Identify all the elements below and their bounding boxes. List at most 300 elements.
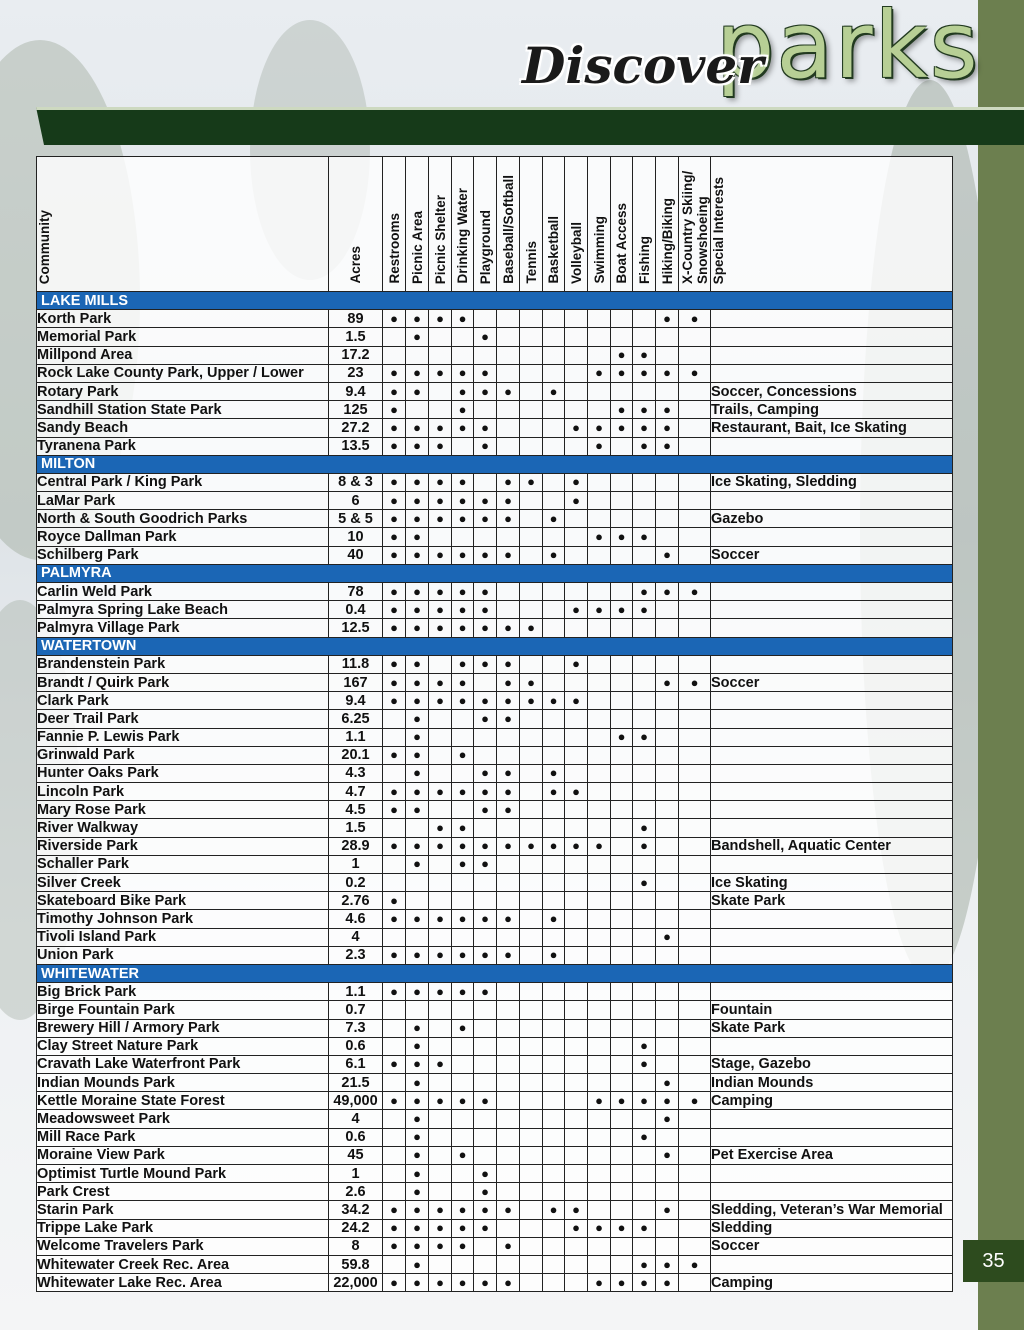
amenity-cell xyxy=(633,1074,656,1092)
amenity-cell xyxy=(383,928,406,946)
amenity-cell xyxy=(406,819,429,837)
amenity-cell xyxy=(565,1146,588,1164)
column-header-basketball: Basketball xyxy=(543,157,565,292)
amenity-cell xyxy=(588,855,611,873)
amenity-cell xyxy=(565,819,588,837)
special-interests xyxy=(711,946,953,964)
amenity-cell: ● xyxy=(452,364,474,382)
amenity-cell: ● xyxy=(452,419,474,437)
amenity-cell xyxy=(543,419,565,437)
amenity-cell xyxy=(429,328,452,346)
amenity-cell xyxy=(679,1019,711,1037)
amenity-cell xyxy=(520,382,543,400)
amenity-cell: ● xyxy=(497,619,520,637)
amenity-cell xyxy=(452,1165,474,1183)
amenity-cell xyxy=(543,892,565,910)
amenity-cell xyxy=(429,1110,452,1128)
park-name: Skateboard Bike Park xyxy=(37,892,329,910)
special-interests: Ice Skating, Sledding xyxy=(711,473,953,491)
amenity-cell xyxy=(452,874,474,892)
park-name: Optimist Turtle Mound Park xyxy=(37,1165,329,1183)
amenity-cell xyxy=(565,1001,588,1019)
amenity-cell xyxy=(383,1183,406,1201)
park-acres: 27.2 xyxy=(329,419,383,437)
amenity-cell xyxy=(520,1146,543,1164)
amenity-cell xyxy=(452,710,474,728)
park-name: Sandy Beach xyxy=(37,419,329,437)
amenity-cell xyxy=(679,874,711,892)
amenity-cell xyxy=(383,728,406,746)
amenity-cell: ● xyxy=(383,528,406,546)
amenity-cell xyxy=(520,764,543,782)
amenity-cell: ● xyxy=(656,546,679,564)
column-header-volleyball: Volleyball xyxy=(565,157,588,292)
amenity-cell: ● xyxy=(497,764,520,782)
amenity-cell: ● xyxy=(543,837,565,855)
amenity-cell xyxy=(520,928,543,946)
special-interests xyxy=(711,728,953,746)
amenity-cell xyxy=(429,401,452,419)
amenity-cell xyxy=(497,983,520,1001)
amenity-cell: ● xyxy=(429,1055,452,1073)
amenity-cell xyxy=(656,473,679,491)
amenity-cell: ● xyxy=(543,946,565,964)
amenity-cell xyxy=(543,1019,565,1037)
amenity-cell: ● xyxy=(565,419,588,437)
amenity-cell xyxy=(452,1055,474,1073)
amenity-cell: ● xyxy=(406,983,429,1001)
amenity-cell: ● xyxy=(406,1165,429,1183)
amenity-cell: ● xyxy=(383,601,406,619)
amenity-cell: ● xyxy=(656,437,679,455)
amenity-cell: ● xyxy=(633,364,656,382)
amenity-cell xyxy=(679,746,711,764)
amenity-cell xyxy=(520,1037,543,1055)
amenity-cell: ● xyxy=(406,837,429,855)
amenity-cell: ● xyxy=(406,1128,429,1146)
amenity-cell xyxy=(474,346,497,364)
amenity-cell: ● xyxy=(452,401,474,419)
amenity-cell: ● xyxy=(497,655,520,673)
amenity-cell xyxy=(656,382,679,400)
amenity-cell: ● xyxy=(406,655,429,673)
amenity-cell: ● xyxy=(429,473,452,491)
table-row xyxy=(37,746,953,764)
amenity-cell: ● xyxy=(406,946,429,964)
park-name: Mill Race Park xyxy=(37,1128,329,1146)
park-name: Millpond Area xyxy=(37,346,329,364)
amenity-cell: ● xyxy=(633,728,656,746)
amenity-cell xyxy=(565,1055,588,1073)
amenity-cell xyxy=(611,1055,633,1073)
amenity-cell xyxy=(497,1183,520,1201)
park-name: River Walkway xyxy=(37,819,329,837)
amenity-cell: ● xyxy=(611,1274,633,1292)
amenity-cell: ● xyxy=(429,673,452,691)
amenity-cell: ● xyxy=(474,364,497,382)
park-acres: 5 & 5 xyxy=(329,510,383,528)
amenity-cell: ● xyxy=(497,1237,520,1255)
amenity-cell: ● xyxy=(383,310,406,328)
amenity-cell xyxy=(611,783,633,801)
park-acres: 4.3 xyxy=(329,764,383,782)
park-acres: 4.7 xyxy=(329,783,383,801)
amenity-cell xyxy=(497,310,520,328)
special-interests: Soccer xyxy=(711,546,953,564)
amenity-cell xyxy=(497,1074,520,1092)
amenity-cell xyxy=(656,1128,679,1146)
amenity-cell: ● xyxy=(474,619,497,637)
amenity-cell xyxy=(543,928,565,946)
amenity-cell xyxy=(588,1255,611,1273)
amenity-cell xyxy=(611,983,633,1001)
amenity-cell: ● xyxy=(474,1219,497,1237)
amenity-cell: ● xyxy=(429,437,452,455)
amenity-cell: ● xyxy=(679,364,711,382)
park-name: Lincoln Park xyxy=(37,783,329,801)
park-name: Rock Lake County Park, Upper / Lower xyxy=(37,364,329,382)
amenity-cell xyxy=(633,619,656,637)
amenity-cell xyxy=(543,710,565,728)
special-interests: Soccer xyxy=(711,1237,953,1255)
park-acres: 7.3 xyxy=(329,1019,383,1037)
special-interests xyxy=(711,928,953,946)
amenity-cell xyxy=(565,346,588,364)
amenity-cell xyxy=(611,328,633,346)
amenity-cell xyxy=(429,728,452,746)
amenity-cell xyxy=(611,746,633,764)
park-acres: 1.1 xyxy=(329,728,383,746)
amenity-cell xyxy=(497,1092,520,1110)
amenity-cell xyxy=(656,1055,679,1073)
amenity-cell: ● xyxy=(429,619,452,637)
amenity-cell: ● xyxy=(383,401,406,419)
amenity-cell xyxy=(588,710,611,728)
amenity-cell xyxy=(520,1201,543,1219)
amenity-cell xyxy=(520,855,543,873)
special-interests xyxy=(711,328,953,346)
special-interests xyxy=(711,692,953,710)
amenity-cell: ● xyxy=(474,764,497,782)
amenity-cell: ● xyxy=(406,1092,429,1110)
amenity-cell xyxy=(565,928,588,946)
amenity-cell xyxy=(679,382,711,400)
park-acres: 4.6 xyxy=(329,910,383,928)
amenity-cell xyxy=(633,473,656,491)
amenity-cell: ● xyxy=(383,910,406,928)
amenity-cell xyxy=(543,328,565,346)
amenity-cell xyxy=(497,401,520,419)
amenity-cell xyxy=(520,1019,543,1037)
amenity-cell xyxy=(656,874,679,892)
amenity-cell xyxy=(679,910,711,928)
amenity-cell xyxy=(656,783,679,801)
amenity-cell: ● xyxy=(588,1219,611,1237)
table-row xyxy=(37,819,953,837)
park-name: Carlin Weld Park xyxy=(37,583,329,601)
amenity-cell xyxy=(656,328,679,346)
special-interests xyxy=(711,528,953,546)
amenity-cell xyxy=(383,855,406,873)
amenity-cell xyxy=(565,910,588,928)
header-bar xyxy=(36,107,1024,145)
amenity-cell xyxy=(383,1128,406,1146)
amenity-cell: ● xyxy=(474,710,497,728)
amenity-cell xyxy=(679,1128,711,1146)
amenity-cell xyxy=(520,1219,543,1237)
amenity-cell xyxy=(383,1146,406,1164)
park-acres: 8 & 3 xyxy=(329,473,383,491)
table-row xyxy=(37,983,953,1001)
amenity-cell xyxy=(452,1037,474,1055)
amenity-cell xyxy=(679,510,711,528)
amenity-cell xyxy=(611,1201,633,1219)
amenity-cell xyxy=(633,492,656,510)
amenity-cell xyxy=(633,892,656,910)
park-name: Clark Park xyxy=(37,692,329,710)
park-acres: 0.7 xyxy=(329,1001,383,1019)
special-interests xyxy=(711,764,953,782)
amenity-cell: ● xyxy=(429,310,452,328)
amenity-cell xyxy=(633,1110,656,1128)
amenity-cell: ● xyxy=(633,1255,656,1273)
amenity-cell xyxy=(520,492,543,510)
amenity-cell: ● xyxy=(474,692,497,710)
amenity-cell: ● xyxy=(406,910,429,928)
amenity-cell: ● xyxy=(633,1092,656,1110)
amenity-cell: ● xyxy=(656,364,679,382)
amenity-cell: ● xyxy=(383,1274,406,1292)
amenity-cell xyxy=(611,583,633,601)
amenity-cell xyxy=(543,1092,565,1110)
amenity-cell: ● xyxy=(383,492,406,510)
amenity-cell: ● xyxy=(497,673,520,691)
amenity-cell: ● xyxy=(520,837,543,855)
amenity-cell: ● xyxy=(497,510,520,528)
amenity-cell: ● xyxy=(406,1146,429,1164)
amenity-cell xyxy=(497,1110,520,1128)
amenity-cell: ● xyxy=(452,510,474,528)
amenity-cell: ● xyxy=(406,364,429,382)
amenity-cell xyxy=(656,946,679,964)
amenity-cell: ● xyxy=(633,874,656,892)
amenity-cell: ● xyxy=(406,437,429,455)
amenity-cell: ● xyxy=(406,746,429,764)
table-row xyxy=(37,837,953,855)
amenity-cell: ● xyxy=(406,855,429,873)
table-row xyxy=(37,910,953,928)
park-acres: 10 xyxy=(329,528,383,546)
amenity-cell xyxy=(588,1110,611,1128)
amenity-cell xyxy=(520,1092,543,1110)
table-row xyxy=(37,692,953,710)
amenity-cell xyxy=(611,710,633,728)
amenity-cell xyxy=(497,364,520,382)
amenity-cell: ● xyxy=(679,673,711,691)
amenity-cell: ● xyxy=(565,1201,588,1219)
amenity-cell xyxy=(588,619,611,637)
park-name: Central Park / King Park xyxy=(37,473,329,491)
amenity-cell: ● xyxy=(497,946,520,964)
amenity-cell: ● xyxy=(474,983,497,1001)
amenity-cell: ● xyxy=(452,546,474,564)
amenity-cell xyxy=(611,946,633,964)
amenity-cell xyxy=(588,983,611,1001)
amenity-cell xyxy=(588,1183,611,1201)
amenity-cell xyxy=(474,473,497,491)
amenity-cell xyxy=(588,892,611,910)
amenity-cell xyxy=(452,892,474,910)
park-name: Starin Park xyxy=(37,1201,329,1219)
amenity-cell xyxy=(656,819,679,837)
amenity-cell xyxy=(633,382,656,400)
amenity-cell xyxy=(474,310,497,328)
amenity-cell xyxy=(611,819,633,837)
amenity-cell xyxy=(497,892,520,910)
amenity-cell xyxy=(543,528,565,546)
special-interests: Gazebo xyxy=(711,510,953,528)
amenity-cell: ● xyxy=(474,783,497,801)
amenity-cell: ● xyxy=(497,783,520,801)
amenity-cell: ● xyxy=(543,1201,565,1219)
amenity-cell xyxy=(497,746,520,764)
amenity-cell: ● xyxy=(474,1274,497,1292)
amenity-cell: ● xyxy=(497,801,520,819)
table-row xyxy=(37,1183,953,1201)
amenity-cell: ● xyxy=(406,583,429,601)
amenity-cell: ● xyxy=(520,473,543,491)
park-acres: 1 xyxy=(329,855,383,873)
amenity-cell xyxy=(611,473,633,491)
amenity-cell: ● xyxy=(474,1201,497,1219)
table-row xyxy=(37,801,953,819)
amenity-cell: ● xyxy=(543,692,565,710)
amenity-cell xyxy=(452,1074,474,1092)
park-name: Mary Rose Park xyxy=(37,801,329,819)
amenity-cell xyxy=(588,1019,611,1037)
special-interests: Bandshell, Aquatic Center xyxy=(711,837,953,855)
amenity-cell: ● xyxy=(429,419,452,437)
amenity-cell: ● xyxy=(429,983,452,1001)
amenity-cell: ● xyxy=(406,1274,429,1292)
amenity-cell xyxy=(588,874,611,892)
table-row xyxy=(37,310,953,328)
amenity-cell: ● xyxy=(383,983,406,1001)
amenity-cell xyxy=(543,1165,565,1183)
table-row xyxy=(37,783,953,801)
park-acres: 1.5 xyxy=(329,328,383,346)
amenity-cell xyxy=(565,382,588,400)
amenity-cell xyxy=(520,1074,543,1092)
amenity-cell: ● xyxy=(520,619,543,637)
amenity-cell xyxy=(588,764,611,782)
amenity-cell: ● xyxy=(406,1237,429,1255)
amenity-cell: ● xyxy=(656,401,679,419)
amenity-cell xyxy=(520,1255,543,1273)
amenity-cell: ● xyxy=(656,1074,679,1092)
amenity-cell xyxy=(588,928,611,946)
amenity-cell xyxy=(543,601,565,619)
amenity-cell xyxy=(429,1037,452,1055)
column-header-xcountry-skiing: X-Country Skiing/ Snowshoeing xyxy=(679,157,711,292)
amenity-cell xyxy=(656,892,679,910)
amenity-cell: ● xyxy=(543,546,565,564)
amenity-cell xyxy=(588,692,611,710)
amenity-cell: ● xyxy=(679,583,711,601)
amenity-cell xyxy=(633,510,656,528)
park-acres: 34.2 xyxy=(329,1201,383,1219)
amenity-cell xyxy=(474,1146,497,1164)
amenity-cell xyxy=(679,1183,711,1201)
amenity-cell xyxy=(633,1165,656,1183)
park-name: Park Crest xyxy=(37,1183,329,1201)
amenity-cell xyxy=(588,310,611,328)
amenity-cell xyxy=(497,419,520,437)
amenity-cell xyxy=(633,801,656,819)
amenity-cell xyxy=(611,1074,633,1092)
amenity-cell: ● xyxy=(543,783,565,801)
amenity-cell: ● xyxy=(452,1019,474,1037)
amenity-cell xyxy=(611,1037,633,1055)
special-interests: Ice Skating xyxy=(711,874,953,892)
section-row xyxy=(37,292,953,310)
park-name: Brandt / Quirk Park xyxy=(37,673,329,691)
amenity-cell: ● xyxy=(611,528,633,546)
amenity-cell xyxy=(611,1128,633,1146)
amenity-cell xyxy=(679,473,711,491)
special-interests xyxy=(711,819,953,837)
amenity-cell: ● xyxy=(633,1128,656,1146)
amenity-cell xyxy=(588,1074,611,1092)
amenity-cell: ● xyxy=(633,346,656,364)
amenity-cell xyxy=(588,673,611,691)
table-row xyxy=(37,1092,953,1110)
park-acres: 4 xyxy=(329,1110,383,1128)
special-interests xyxy=(711,655,953,673)
amenity-cell: ● xyxy=(406,1110,429,1128)
amenity-cell xyxy=(383,1037,406,1055)
amenity-cell xyxy=(474,728,497,746)
special-interests: Camping xyxy=(711,1274,953,1292)
amenity-cell xyxy=(656,855,679,873)
amenity-cell xyxy=(497,928,520,946)
amenity-cell xyxy=(429,382,452,400)
amenity-cell xyxy=(520,1183,543,1201)
amenity-cell xyxy=(656,528,679,546)
amenity-cell: ● xyxy=(383,1201,406,1219)
amenity-cell xyxy=(520,746,543,764)
park-name: Cravath Lake Waterfront Park xyxy=(37,1055,329,1073)
park-acres: 0.4 xyxy=(329,601,383,619)
amenity-cell: ● xyxy=(633,437,656,455)
amenity-cell xyxy=(588,801,611,819)
park-acres: 1.5 xyxy=(329,819,383,837)
amenity-cell: ● xyxy=(406,510,429,528)
special-interests xyxy=(711,437,953,455)
table-row xyxy=(37,583,953,601)
special-interests xyxy=(711,1128,953,1146)
special-interests: Soccer xyxy=(711,673,953,691)
special-interests xyxy=(711,1110,953,1128)
amenity-cell: ● xyxy=(565,1219,588,1237)
section-row xyxy=(37,564,953,582)
table-row xyxy=(37,510,953,528)
amenity-cell xyxy=(543,855,565,873)
amenity-cell: ● xyxy=(383,655,406,673)
amenity-cell xyxy=(520,364,543,382)
amenity-cell xyxy=(497,528,520,546)
amenity-cell xyxy=(452,437,474,455)
